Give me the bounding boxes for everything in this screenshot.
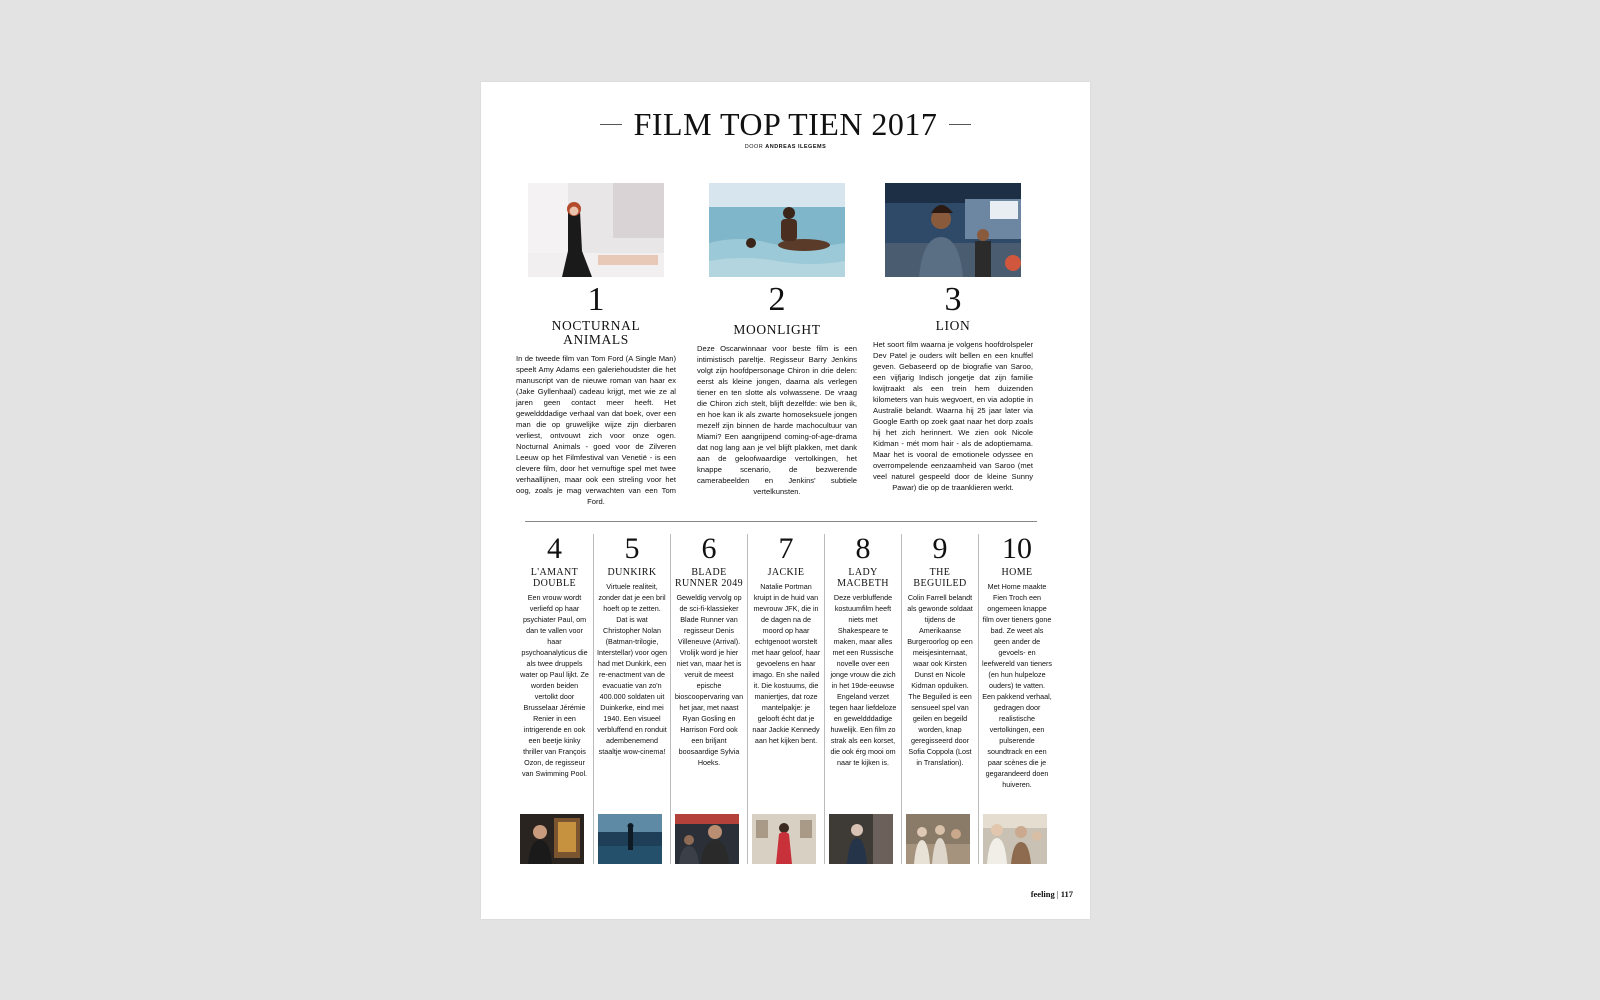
film-9-number: 9 (932, 532, 948, 565)
film-1-title: NOCTURNAL ANIMALS (551, 318, 641, 347)
title-dash-right (949, 124, 971, 125)
films-4-to-10 (516, 534, 1056, 864)
page-header (481, 106, 1090, 150)
film-5-number: 5 (624, 532, 640, 565)
title-dash-left (600, 124, 622, 125)
film-8-number: 8 (855, 532, 871, 565)
film-2-description: Deze Oscarwinnaar voor beste film is een intimistisch pareltje. Regisseur Barry Jenkins volgt zijn hoofdpersonage Chiron in drie delen: eerst als kleine jongen, daarna als verlegen tiener en ten slotte als volwassene. De vraag die Chiron zich stelt, blijft dezelfde: wie ben ik, en hoe kan ik als zwarte homoseksuele jongen mezelf zijn binnen de harde machocultuur van Miami? Een aangrijpend coming-of-age-drama dat nog lang aan je vel blijft plakken, met dank aan de geloofwaardige vertolkingen, het knappe scenario, de bezwerende camerabeelden en Jenkins' subtiele vertelkunsten. (697, 344, 857, 496)
film-10-description: Met Home maakte Fien Troch een ongemeen knappe film over tieners gone bad. Ze weet als geen ander de gevoels- en leefwereld van tieners (en hun hulpeloze ouders) te vatten. Een pakkend verhaal, gedragen door realistische vertolkingen, een pulserende soundtrack en een paar scènes die je gegarandeerd doen huiveren. (982, 582, 1052, 789)
film-4-description: Een vrouw wordt verliefd op haar psychiater Paul, om dan te vallen voor haar psychoanalyticus die als twee druppels water op Paul lijkt. Ze worden beiden vertolkt door Brusselaar Jérémie Renier in een intrigerende en ook een beetje kinky thriller van François Ozon, de regisseur van Swimming Pool. (520, 593, 589, 778)
film-8-title: LADY MACBETH (837, 567, 889, 589)
page-number: 117 (1060, 889, 1073, 899)
film-9-title: THE BEGUILED (913, 567, 967, 589)
page-title: FILM TOP TIEN 2017 (633, 106, 938, 142)
film-6-number: 6 (701, 532, 717, 565)
film-10 (978, 534, 1055, 864)
film-2-title: MOONLIGHT (733, 322, 821, 337)
byline-author: ANDREAS ILEGEMS (765, 144, 827, 150)
film-7-title: JACKIE (767, 567, 805, 578)
film-1 (514, 183, 678, 507)
film-7-photo (752, 814, 816, 864)
film-10-title: HOME (1001, 567, 1033, 578)
byline-prefix: DOOR (744, 144, 764, 150)
film-8-photo (829, 814, 893, 864)
film-3-number: 3 (944, 281, 962, 318)
film-9-description: Colin Farrell belandt als gewonde soldaat tijdens de Amerikaanse Burgeroorlog op een meisjesinternaat, waar ook Kirsten Dunst en Nicole Kidman opduiken. The Beguiled is een sensueel spel van geilen en begeild worden, knap geregisseerd door Sofia Coppola (Lost in Translation). (907, 593, 973, 767)
film-5-description: Virtuele realiteit, zonder dat je een bril hoeft op te zetten. Dat is wat Christopher Nolan (Batman-trilogie, Interstellar) voor ogen had met Dunkirk, een re-enactment van de evacuatie van zo'n 400.000 soldaten uit Duinkerke, eind mei 1940. Een visueel verbluffend en ronduit adembenemend staaltje wow-cinema! (597, 582, 667, 756)
film-3-description: Het soort film waarna je volgens hoofdrolspeler Dev Patel je ouders wilt bellen en een knuffel geven. Gebaseerd op de biografie van Saroo, een vijfjarig Indisch jongetje dat zijn familie kwijtraakt als een trein hem duizenden kilometers van huis wegvoert, en via adoptie in Australië belandt. Waarna hij 25 jaar later via Google Earth op zoek gaat naar het dorp zoals hij het zich herinnert. We zien ook Nicole Kidman - mét mom hair - als de adoptiemama. Maar het is vooral de emotionele odyssee en overrompelende eenzaamheid van Saroo (met veel naturel gespeeld door de kleine Sunny Pawar) die op de traanklieren werkt. (873, 340, 1033, 492)
film-7 (747, 534, 824, 864)
film-6-title: BLADE RUNNER 2049 (674, 567, 743, 589)
film-2 (695, 183, 859, 497)
page-footer (1031, 889, 1073, 899)
title-row (481, 106, 1090, 142)
film-2-number: 2 (768, 281, 786, 318)
film-9 (901, 534, 978, 864)
film-1-description: In de tweede film van Tom Ford (A Single Man) speelt Amy Adams een galeriehoudster die het manuscript van de nieuwe roman van haar ex (Jake Gyllenhaal) cadeau krijgt, met wie ze al jaren geen contact meer heeft. Het geweldddadige verhaal van dat boek, over een man die op gruwelijke wijze zijn dierbaren verliest, ontvouwt zich voor onze ogen. Nocturnal Animals - goed voor de Zilveren Leeuw op het Filmfestival van Venetië - is een clevere film, door het vernuftige spel met twee verhaallijnen, maar ook een streling voor het oog, zoals je mag verwachten van een Tom Ford. (516, 354, 676, 506)
film-5 (593, 534, 670, 864)
byline (481, 144, 1090, 150)
film-9-photo (906, 814, 970, 864)
film-5-title: DUNKIRK (607, 567, 657, 578)
film-8 (824, 534, 901, 864)
footer-brand: feeling (1030, 889, 1055, 899)
film-10-number: 10 (1002, 532, 1032, 565)
film-1-photo (528, 183, 664, 277)
film-5-photo (598, 814, 662, 864)
film-7-number: 7 (778, 532, 794, 565)
film-6-description: Geweldig vervolg op de sci-fi-klassieker Blade Runner van regisseur Denis Villeneuve (Arrival). Vrolijk word je hier niet van, maar het is veruit de meest epische bioscoopervaring van het jaar, met naast Ryan Gosling en Harrison Ford ook een briljant boosaardige Sylvia Hoeks. (674, 593, 744, 767)
film-6-photo (675, 814, 739, 864)
film-1-number: 1 (587, 281, 605, 318)
film-3 (871, 183, 1035, 493)
film-7-description: Natalie Portman kruipt in de huid van mevrouw JFK, die in de dagen na de moord op haar echtgenoot worstelt met haar geloof, haar gevoelens en haar imago. En she nailed it. Die kostuums, die maniertjes, dat roze mantelpakje: je gelooft écht dat je naar Jackie Kennedy aan het kijken bent. (751, 582, 821, 745)
film-4-photo (520, 814, 584, 864)
magazine-page (481, 82, 1090, 919)
film-10-photo (983, 814, 1047, 864)
film-8-description: Deze verbluffende kostuumfilm heeft niets met Shakespeare te maken, maar alles met een Russische novelle over een jonge vrouw die zich in het 19de-eeuwse Engeland verzet tegen haar liefdeloze en geweldddadige huwelijk. Een film zo strak als een korset, die ook érg mooi om naar te kijken is. (829, 593, 897, 767)
film-6 (670, 534, 747, 864)
film-4 (516, 534, 593, 864)
film-2-photo (709, 183, 845, 277)
section-divider (525, 521, 1037, 522)
film-4-title: L'AMANT DOUBLE (530, 567, 579, 589)
film-3-photo (885, 183, 1021, 277)
film-3-title: LION (935, 318, 971, 333)
footer-separator: | (1056, 889, 1059, 899)
film-4-number: 4 (547, 532, 562, 565)
